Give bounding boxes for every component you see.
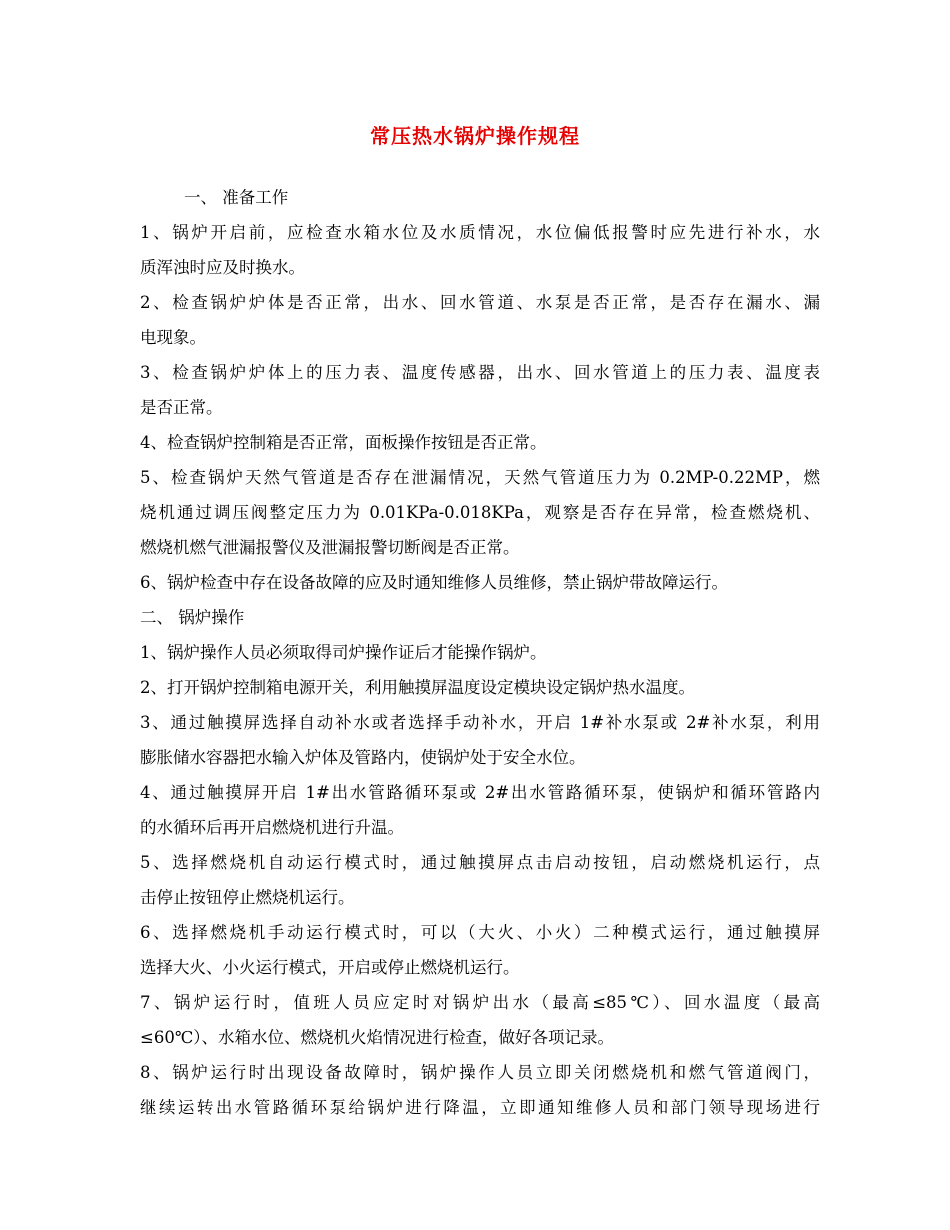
text-line: 质浑浊时应及时换水。 (140, 258, 305, 277)
text-line: 二、 锅炉操作 (140, 608, 245, 627)
document-body (140, 180, 820, 1125)
text-line: 8、锅炉运行时出现设备故障时，锅炉操作人员立即关闭燃烧机和燃气管道阀门， (140, 1063, 820, 1082)
text-line: 2、打开锅炉控制箱电源开关，利用触摸屏温度设定模块设定锅炉热水温度。 (140, 678, 695, 697)
text-line: 7、锅炉运行时，值班人员应定时对锅炉出水（最高≤85℃）、回水温度（最高 (140, 993, 820, 1012)
text-line: 膨胀储水容器把水输入炉体及管路内，使锅炉处于安全水位。 (140, 748, 586, 767)
text-line: 燃烧机燃气泄漏报警仪及泄漏报警切断阀是否正常。 (140, 538, 520, 557)
text-line: 3、通过触摸屏选择自动补水或者选择手动补水，开启 1#补水泵或 2#补水泵，利用 (140, 713, 820, 732)
text-line: 一、 准备工作 (184, 188, 289, 207)
text-line: 的水循环后再开启燃烧机进行升温。 (140, 818, 404, 837)
text-line: ≤60℃）、水箱水位、燃烧机火焰情况进行检查，做好各项记录。 (140, 1028, 615, 1047)
text-line: 1、锅炉开启前，应检查水箱水位及水质情况，水位偏低报警时应先进行补水，水 (140, 223, 820, 242)
text-line: 电现象。 (140, 328, 206, 347)
text-line: 6、锅炉检查中存在设备故障的应及时通知维修人员维修，禁止锅炉带故障运行。 (140, 573, 728, 592)
text-line: 1、锅炉操作人员必须取得司炉操作证后才能操作锅炉。 (140, 643, 547, 662)
text-line: 3、检查锅炉炉体上的压力表、温度传感器，出水、回水管道上的压力表、温度表 (140, 363, 820, 382)
text-line: 4、通过触摸屏开启 1#出水管路循环泵或 2#出水管路循环泵，使锅炉和循环管路内 (140, 783, 820, 802)
text-line: 烧机通过调压阀整定压力为 0.01KPa-0.018KPa，观察是否存在异常，检查燃烧机、 (140, 503, 820, 522)
document-title: 常压热水锅炉操作规程 (370, 124, 580, 148)
text-line: 是否正常。 (140, 398, 223, 417)
text-line: 5、选择燃烧机自动运行模式时，通过触摸屏点击启动按钮，启动燃烧机运行，点 (140, 853, 820, 872)
text-line: 击停止按钮停止燃烧机运行。 (140, 888, 355, 907)
text-line: 5、检查锅炉天然气管道是否存在泄漏情况，天然气管道压力为 0.2MP-0.22MP，燃 (140, 468, 820, 487)
text-line: 4、检查锅炉控制箱是否正常，面板操作按钮是否正常。 (140, 433, 547, 452)
text-line: 6、选择燃烧机手动运行模式时，可以（大火、小火）二种模式运行，通过触摸屏 (140, 923, 820, 942)
text-line: 选择大火、小火运行模式，开启或停止燃烧机运行。 (140, 958, 520, 977)
text-line: 继续运转出水管路循环泵给锅炉进行降温，立即通知维修人员和部门领导现场进行 (140, 1098, 820, 1117)
text-line: 2、检查锅炉炉体是否正常，出水、回水管道、水泵是否正常，是否存在漏水、漏 (140, 293, 820, 312)
